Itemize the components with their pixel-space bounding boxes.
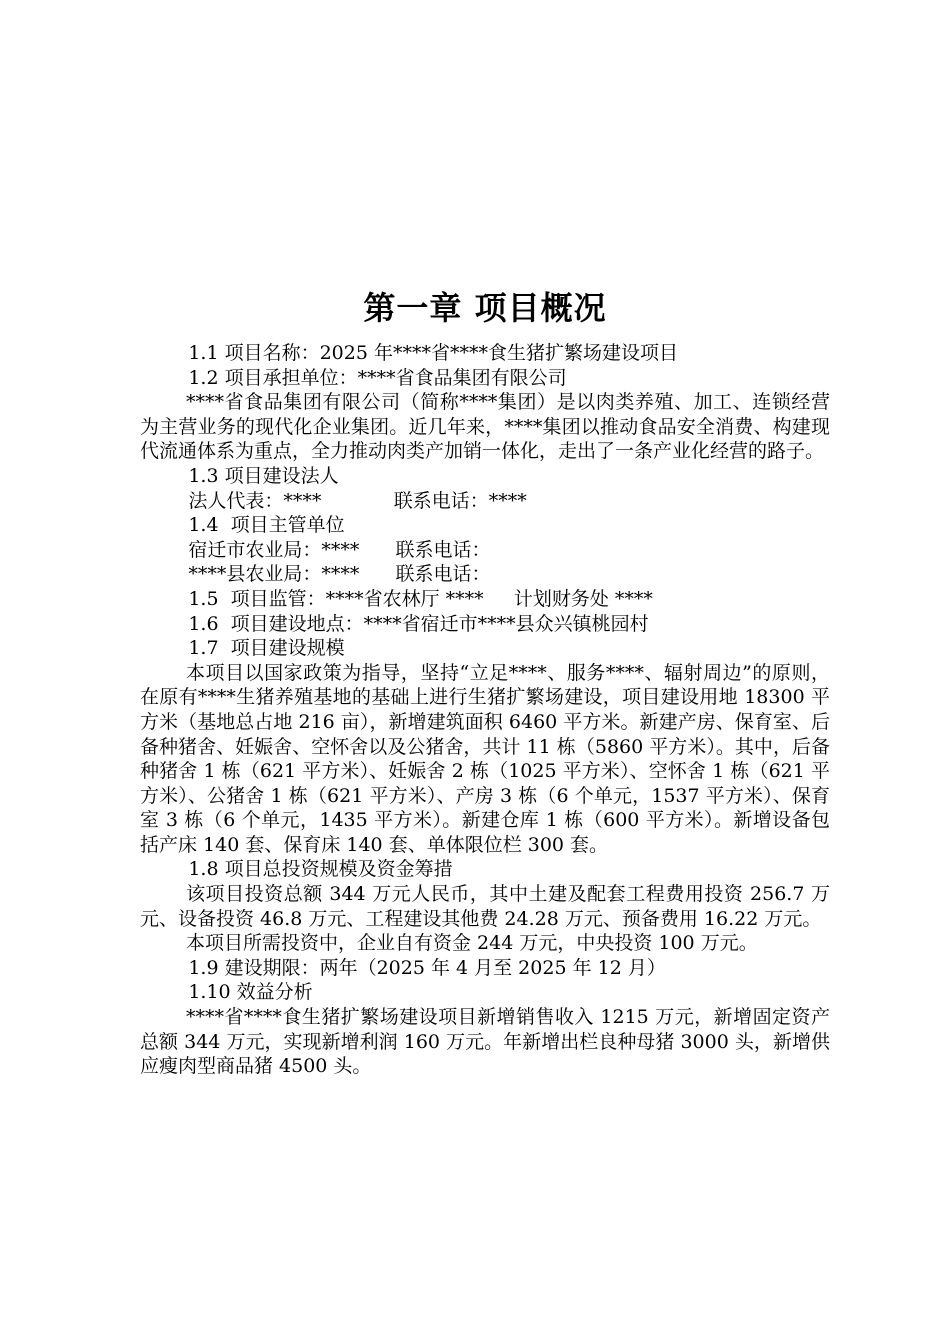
- company-description-paragraph: ****省食品集团有限公司（简称****集团）是以肉类养殖、加工、连锁经营为主营业务的现代化企业集团。近几年来，****集团以推动食品安全消费、构建现代流通体系为重点，全力推动肉类产加销一体化，走出了一条产业化经营的路子。: [140, 391, 830, 463]
- investment-heading: 1.8 项目总投资规模及资金筹措: [140, 858, 453, 881]
- investment-paragraph: 该项目投资总额 344 万元人民币，其中土建及配套工程费用投资 256.7 万元、设备投资 46.8 万元、工程建设其他费 24.28 万元、预备费用 16.22 万元。: [140, 883, 830, 930]
- project-name-line: 1.1 项目名称：2025 年****省****食生猪扩繁场建设项目: [140, 342, 678, 364]
- construction-site-line: 1.6 项目建设地点：****省宿迁市****县众兴镇桃园村: [140, 612, 649, 635]
- construction-period-line: 1.9 建设期限：两年（2025 年 4 月至 2025 年 12 月）: [140, 956, 666, 979]
- document-page: [140, 285, 830, 1079]
- project-supervision-line: 1.5 项目监管：****省农林厅 **** 计划财务处 ****: [140, 587, 653, 610]
- benefit-analysis-paragraph: ****省****食生猪扩繁场建设项目新增销售收入 1215 万元，新增固定资产总额 344 万元，实现新增利润 160 万元。年新增出栏良种母猪 3000 头，新增供应瘦肉型商品猪 4500 头。: [140, 1006, 830, 1078]
- supervising-unit-heading: 1.4 项目主管单位: [140, 514, 345, 537]
- county-agriculture-bureau-line: ****县农业局：**** 联系电话：: [140, 563, 491, 586]
- project-undertaker-line: 1.2 项目承担单位：****省食品集团有限公司: [140, 366, 567, 389]
- chapter-title: 第一章 项目概况: [363, 289, 607, 327]
- legal-entity-heading: 1.3 项目建设法人: [140, 464, 339, 487]
- suqian-agriculture-bureau-line: 宿迁市农业局：**** 联系电话：: [140, 538, 491, 561]
- benefit-analysis-heading: 1.10 效益分析: [140, 981, 313, 1004]
- funding-paragraph: 本项目所需投资中，企业自有资金 244 万元，中央投资 100 万元。: [186, 932, 758, 955]
- legal-representative-line: 法人代表：**** 联系电话：****: [140, 489, 527, 512]
- construction-scale-heading: 1.7 项目建设规模: [140, 637, 345, 660]
- construction-scale-paragraph: 本项目以国家政策为指导，坚持“立足****、服务****、辐射周边”的原则，在原有****生猪养殖基地的基础上进行生猪扩繁场建设，项目建设用地 18300 平方米（基地总占地 216 亩），新增建筑面积 6460 平方米。新建产房、保育室、后备种猪舍、妊娠舍、空怀舍以及公猪舍，共计 11 栋（5860 平方米）。其中，后备种猪舍 1 栋（621 平方米）、妊娠舍 2 栋（1025 平方米）、空怀舍 1 栋（621 平方米）、公猪舍 1 栋（621 平方米）、产房 3 栋（6 个单元，1537 平方米）、保育室 3 栋（6 个单元，1435 平方米）。新建仓库 1 栋（600 平方米）。新增设备包括产床 140 套、保育床 140 套、单体限位栏 300 套。: [140, 661, 830, 856]
